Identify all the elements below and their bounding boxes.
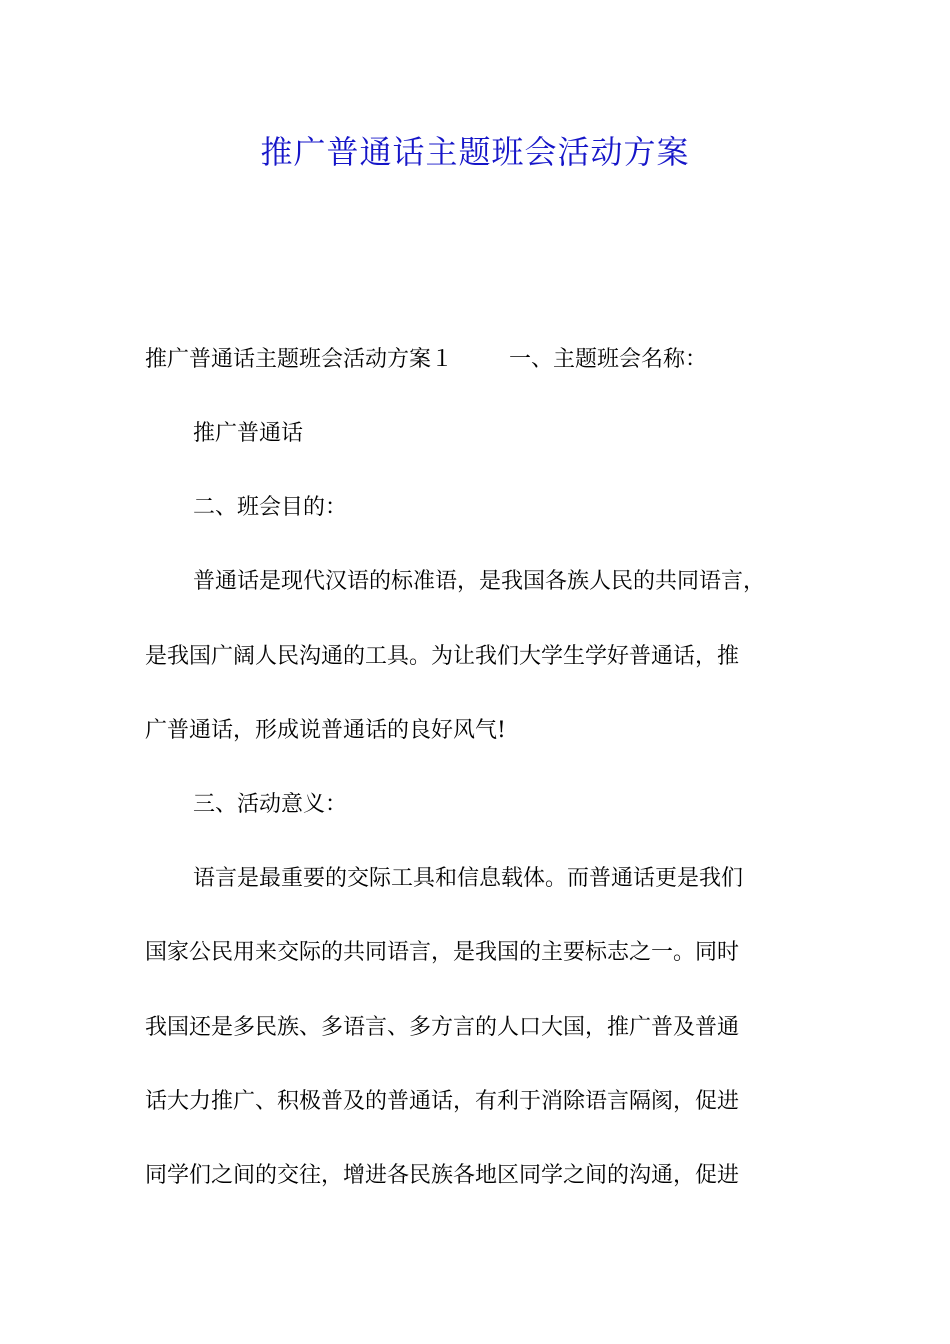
paragraph-line: 国家公民用来交际的共同语言，是我国的主要标志之一。同时 [145, 940, 740, 965]
document-title: 推广普通话主题班会活动方案 [260, 133, 690, 171]
paragraph-line: 语言是最重要的交际工具和信息载体。而普通话更是我们 [193, 866, 744, 891]
section-one-heading: 一、主题班会名称： [509, 347, 708, 372]
paragraph-line: 普通话是现代汉语的标准语，是我国各族人民的共同语言， [193, 569, 766, 594]
paragraph-line: 是我国广阔人民沟通的工具。为让我们大学生学好普通话，推 [145, 644, 740, 669]
paragraph-line [145, 345, 815, 375]
paragraph-line: 同学们之间的交往，增进各民族各地区同学之间的沟通，促进 [145, 1163, 740, 1188]
section-heading: 三、活动意义： [193, 792, 348, 817]
paragraph-line: 广普通话，形成说普通话的良好风气! [145, 718, 506, 743]
paragraph-line: 推广普通话 [193, 421, 304, 446]
paragraph-line: 话大力推广、积极普及的普通话，有利于消除语言隔阂，促进 [145, 1089, 740, 1114]
plan-heading: 推广普通话主题班会活动方案１ [145, 347, 454, 372]
paragraph-line: 我国还是多民族、多语言、多方言的人口大国，推广普及普通 [145, 1015, 740, 1040]
section-heading: 二、班会目的： [193, 495, 348, 520]
